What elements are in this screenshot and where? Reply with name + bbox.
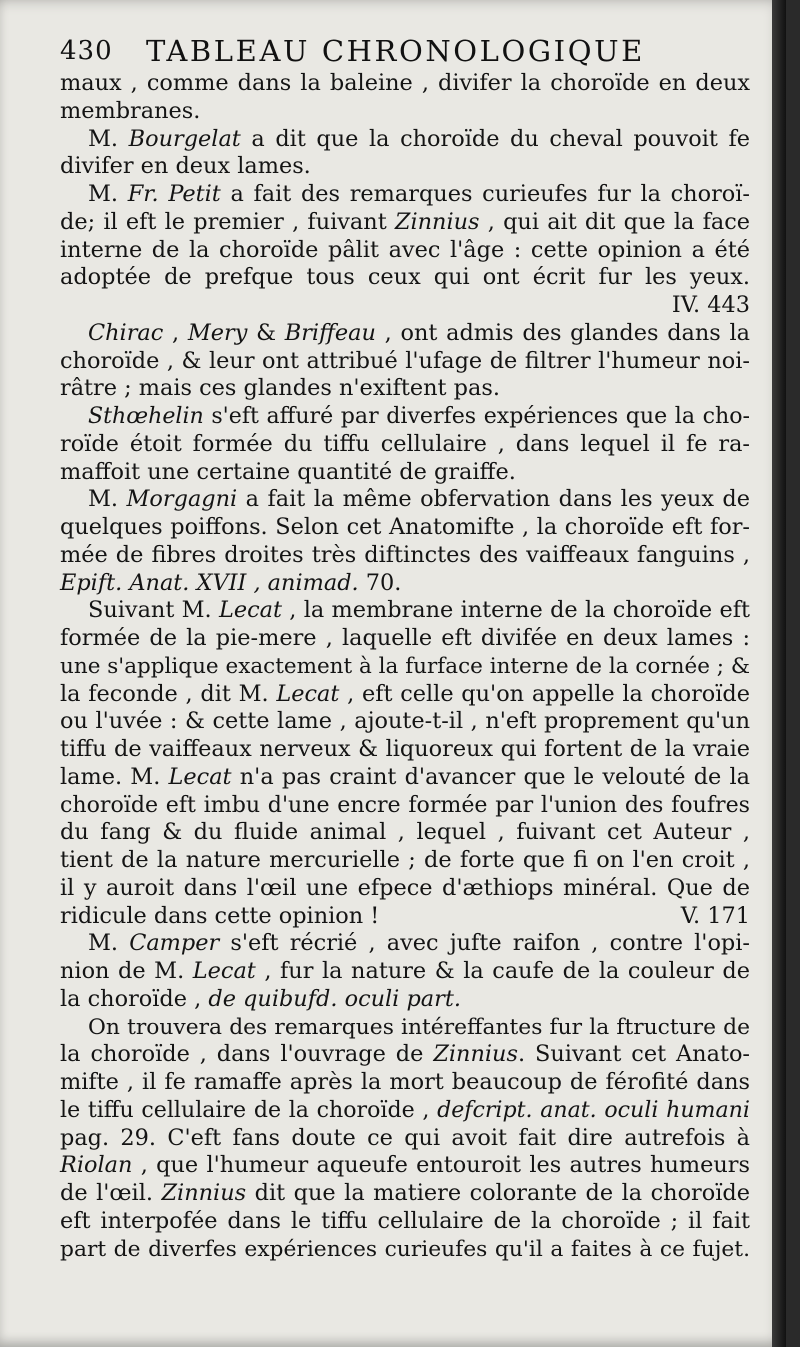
text-line [60, 403, 750, 431]
text-segment: mifte , il fe ramaffe après la mort beaucoup de férofité dans [60, 1069, 750, 1095]
text-segment: M. [88, 125, 129, 152]
text-line [60, 1041, 750, 1069]
text-line [60, 542, 750, 570]
italic-segment: Lecat [218, 597, 282, 624]
italic-segment: Chirac [88, 319, 164, 346]
text-segment: IV. 443 [671, 292, 750, 318]
text-line [60, 375, 750, 403]
text-segment: choroïde eft imbu d'une encre formée par l'union des foufres [60, 791, 750, 818]
text-segment: dit que la matiere colorante de la choroïde [246, 1180, 750, 1206]
text-segment: , ont admis des glandes dans la [375, 319, 751, 346]
text-line [60, 903, 750, 931]
text-segment: du fang & du fluide animal , lequel , fuivant cet Auteur , [60, 819, 750, 846]
italic-segment: Zinnius [161, 1180, 247, 1206]
text-segment: tient de la nature mercurielle ; de forte que fi on l'en croit , [60, 847, 750, 873]
body-text [60, 70, 750, 1263]
text-segment: , la membrane interne de la choroïde eft [282, 597, 750, 624]
text-segment: a fait des remarques curieufes fur la choroï- [220, 181, 750, 207]
text-line [60, 986, 750, 1014]
text-line [60, 847, 750, 875]
text-line [60, 597, 750, 625]
text-segment: mée de fibres droites très diftinctes des vaiffeaux fanguins , [60, 541, 750, 568]
italic-segment: Epift. Anat. XVII , animad. [60, 569, 359, 596]
text-segment: M. [88, 181, 128, 207]
text-segment: la choroïde , [60, 985, 209, 1012]
text-segment: , qui ait dit que la face [479, 208, 750, 235]
text-segment: formée de la pie-mere , laquelle eft divifée en deux lames : [60, 625, 750, 651]
text-line [60, 792, 750, 820]
text-line [60, 708, 750, 736]
italic-segment: Morgagni [126, 486, 238, 513]
text-line [60, 320, 750, 348]
text-line [60, 1180, 750, 1208]
text-segment: M. [88, 930, 130, 957]
text-segment: pag. 29. C'eft fans doute ce qui avoit fait dire autrefois à [60, 1124, 750, 1151]
text-segment: maux , comme dans la baleine , divifer la choroïde en deux [60, 70, 750, 96]
italic-segment: Riolan [60, 1152, 133, 1179]
text-segment: a dit que la choroïde du cheval pouvoit fe [240, 125, 750, 152]
text-line [60, 875, 750, 903]
text-segment: interne de la choroïde pâlit avec l'âge : cette opinion a été [60, 236, 750, 263]
text-line [60, 181, 750, 209]
italic-segment: Fr. Petit [127, 181, 221, 207]
text-segment: On trouvera des remarques intéreffantes fur la ftructure de [88, 1014, 750, 1040]
text-line [60, 930, 750, 958]
italic-segment: Zinnius [394, 208, 480, 235]
text-line [60, 264, 750, 292]
text-segment: n'a pas craint d'avancer que le velouté de la [231, 763, 751, 790]
text-segment: nion de M. [60, 958, 193, 984]
text-line [60, 653, 750, 681]
text-segment: râtre ; mais ces glandes n'exiftent pas. [60, 375, 500, 402]
text-line [60, 153, 750, 181]
italic-segment: Camper [129, 930, 220, 957]
text-line [60, 570, 750, 598]
italic-segment: Zinnius [433, 1041, 518, 1068]
text-segment: M. [88, 486, 127, 513]
text-segment: , que l'humeur aqueufe entouroit les autres humeurs [132, 1152, 750, 1179]
text-segment: a fait la même obfervation dans les yeux de [237, 486, 750, 513]
italic-segment: Lecat [168, 763, 232, 790]
text-segment: roïde étoit formée du tiffu cellulaire , dans lequel il fe ra- [60, 430, 750, 457]
text-segment: la feconde , dit M. [60, 680, 277, 707]
text-segment: ridicule dans cette opinion ! [60, 902, 380, 929]
text-segment: 70. [358, 569, 402, 596]
text-segment: , eft celle qu'on appelle la choroïde [339, 680, 750, 707]
text-segment: eft interpofée dans le tiffu cellulaire de la choroïde ; il fait [60, 1207, 750, 1234]
text-segment: de l'œil. [60, 1180, 162, 1206]
text-segment: part de diverfes expériences curieufes qu'il a faites à ce fujet. [60, 1236, 750, 1262]
text-line [60, 237, 750, 265]
text-line [60, 486, 750, 514]
text-line [60, 70, 750, 98]
text-segment: le tiffu cellulaire de la choroïde , [60, 1096, 438, 1123]
text-segment: . Suivant cet Anato- [517, 1041, 750, 1068]
italic-segment: defcript. anat. oculi humani [437, 1096, 750, 1123]
text-segment: , [163, 319, 188, 346]
text-line [60, 459, 750, 487]
italic-segment: Briffeau [284, 319, 376, 346]
text-line [60, 1236, 750, 1264]
text-segment: divifer en deux lames. [60, 153, 311, 180]
italic-segment: de quibufd. oculi part. [208, 985, 461, 1012]
text-line [60, 292, 750, 320]
text-line [60, 1097, 750, 1125]
running-title: TABLEAU CHRONOLOGIQUE [146, 34, 645, 68]
text-segment: ou l'uvée : & cette lame , ajoute-t-il , n'eft proprement qu'un [60, 708, 750, 735]
text-segment: adoptée de prefque tous ceux qui ont écrit fur les yeux. [60, 264, 750, 291]
text-segment: choroïde , & leur ont attribué l'ufage de filtrer l'humeur noi- [60, 347, 750, 374]
text-segment: une s'applique exactement à la furface interne de la cornée ; & [60, 653, 750, 679]
italic-segment: Mery [187, 319, 248, 346]
italic-segment: Lecat [276, 680, 340, 707]
text-segment: & [247, 319, 285, 346]
text-segment: quelques poiffons. Selon cet Anatomifte , la choroïde eft for- [60, 514, 750, 540]
italic-segment: Bourgelat [128, 125, 241, 152]
text-line [60, 209, 750, 237]
text-line [60, 764, 750, 792]
text-segment: maffoit une certaine quantité de graiffe. [60, 458, 516, 485]
text-line [60, 681, 750, 709]
text-line [60, 1069, 750, 1097]
text-line [60, 819, 750, 847]
text-line [60, 736, 750, 764]
text-line [60, 1014, 750, 1042]
text-line [60, 625, 750, 653]
page-edge-shadow [772, 0, 786, 1347]
text-segment: tiffu de vaiffeaux nerveux & liquoreux qui fortent de la vraie [60, 736, 750, 762]
text-line [60, 1125, 750, 1153]
text-segment: s'eft affuré par diverfes expériences que la cho- [203, 403, 750, 429]
text-segment: Suivant M. [88, 597, 219, 624]
text-line [60, 958, 750, 986]
text-segment: , fur la nature & la caufe de la couleur de [255, 958, 750, 984]
text-line [60, 126, 750, 154]
text-segment: V. 171 [680, 902, 750, 929]
page-number: 430 [60, 36, 113, 66]
text-segment: il y auroit dans l'œil une efpece d'æthiops minéral. Que de [60, 874, 750, 901]
text-segment: membranes. [60, 97, 201, 124]
text-segment: de; il eft le premier , fuivant [60, 208, 395, 235]
page-header [60, 32, 760, 74]
text-line [60, 348, 750, 376]
text-line [60, 431, 750, 459]
italic-segment: Lecat [192, 958, 256, 984]
text-line [60, 1208, 750, 1236]
text-line [60, 98, 750, 126]
text-segment: la choroïde , dans l'ouvrage de [60, 1041, 434, 1068]
text-line [60, 1152, 750, 1180]
text-line [60, 514, 750, 542]
text-segment: lame. M. [60, 763, 169, 790]
text-segment: s'eft récrié , avec jufte raifon , contre l'opi- [219, 930, 750, 957]
italic-segment: Sthœhelin [88, 403, 204, 429]
